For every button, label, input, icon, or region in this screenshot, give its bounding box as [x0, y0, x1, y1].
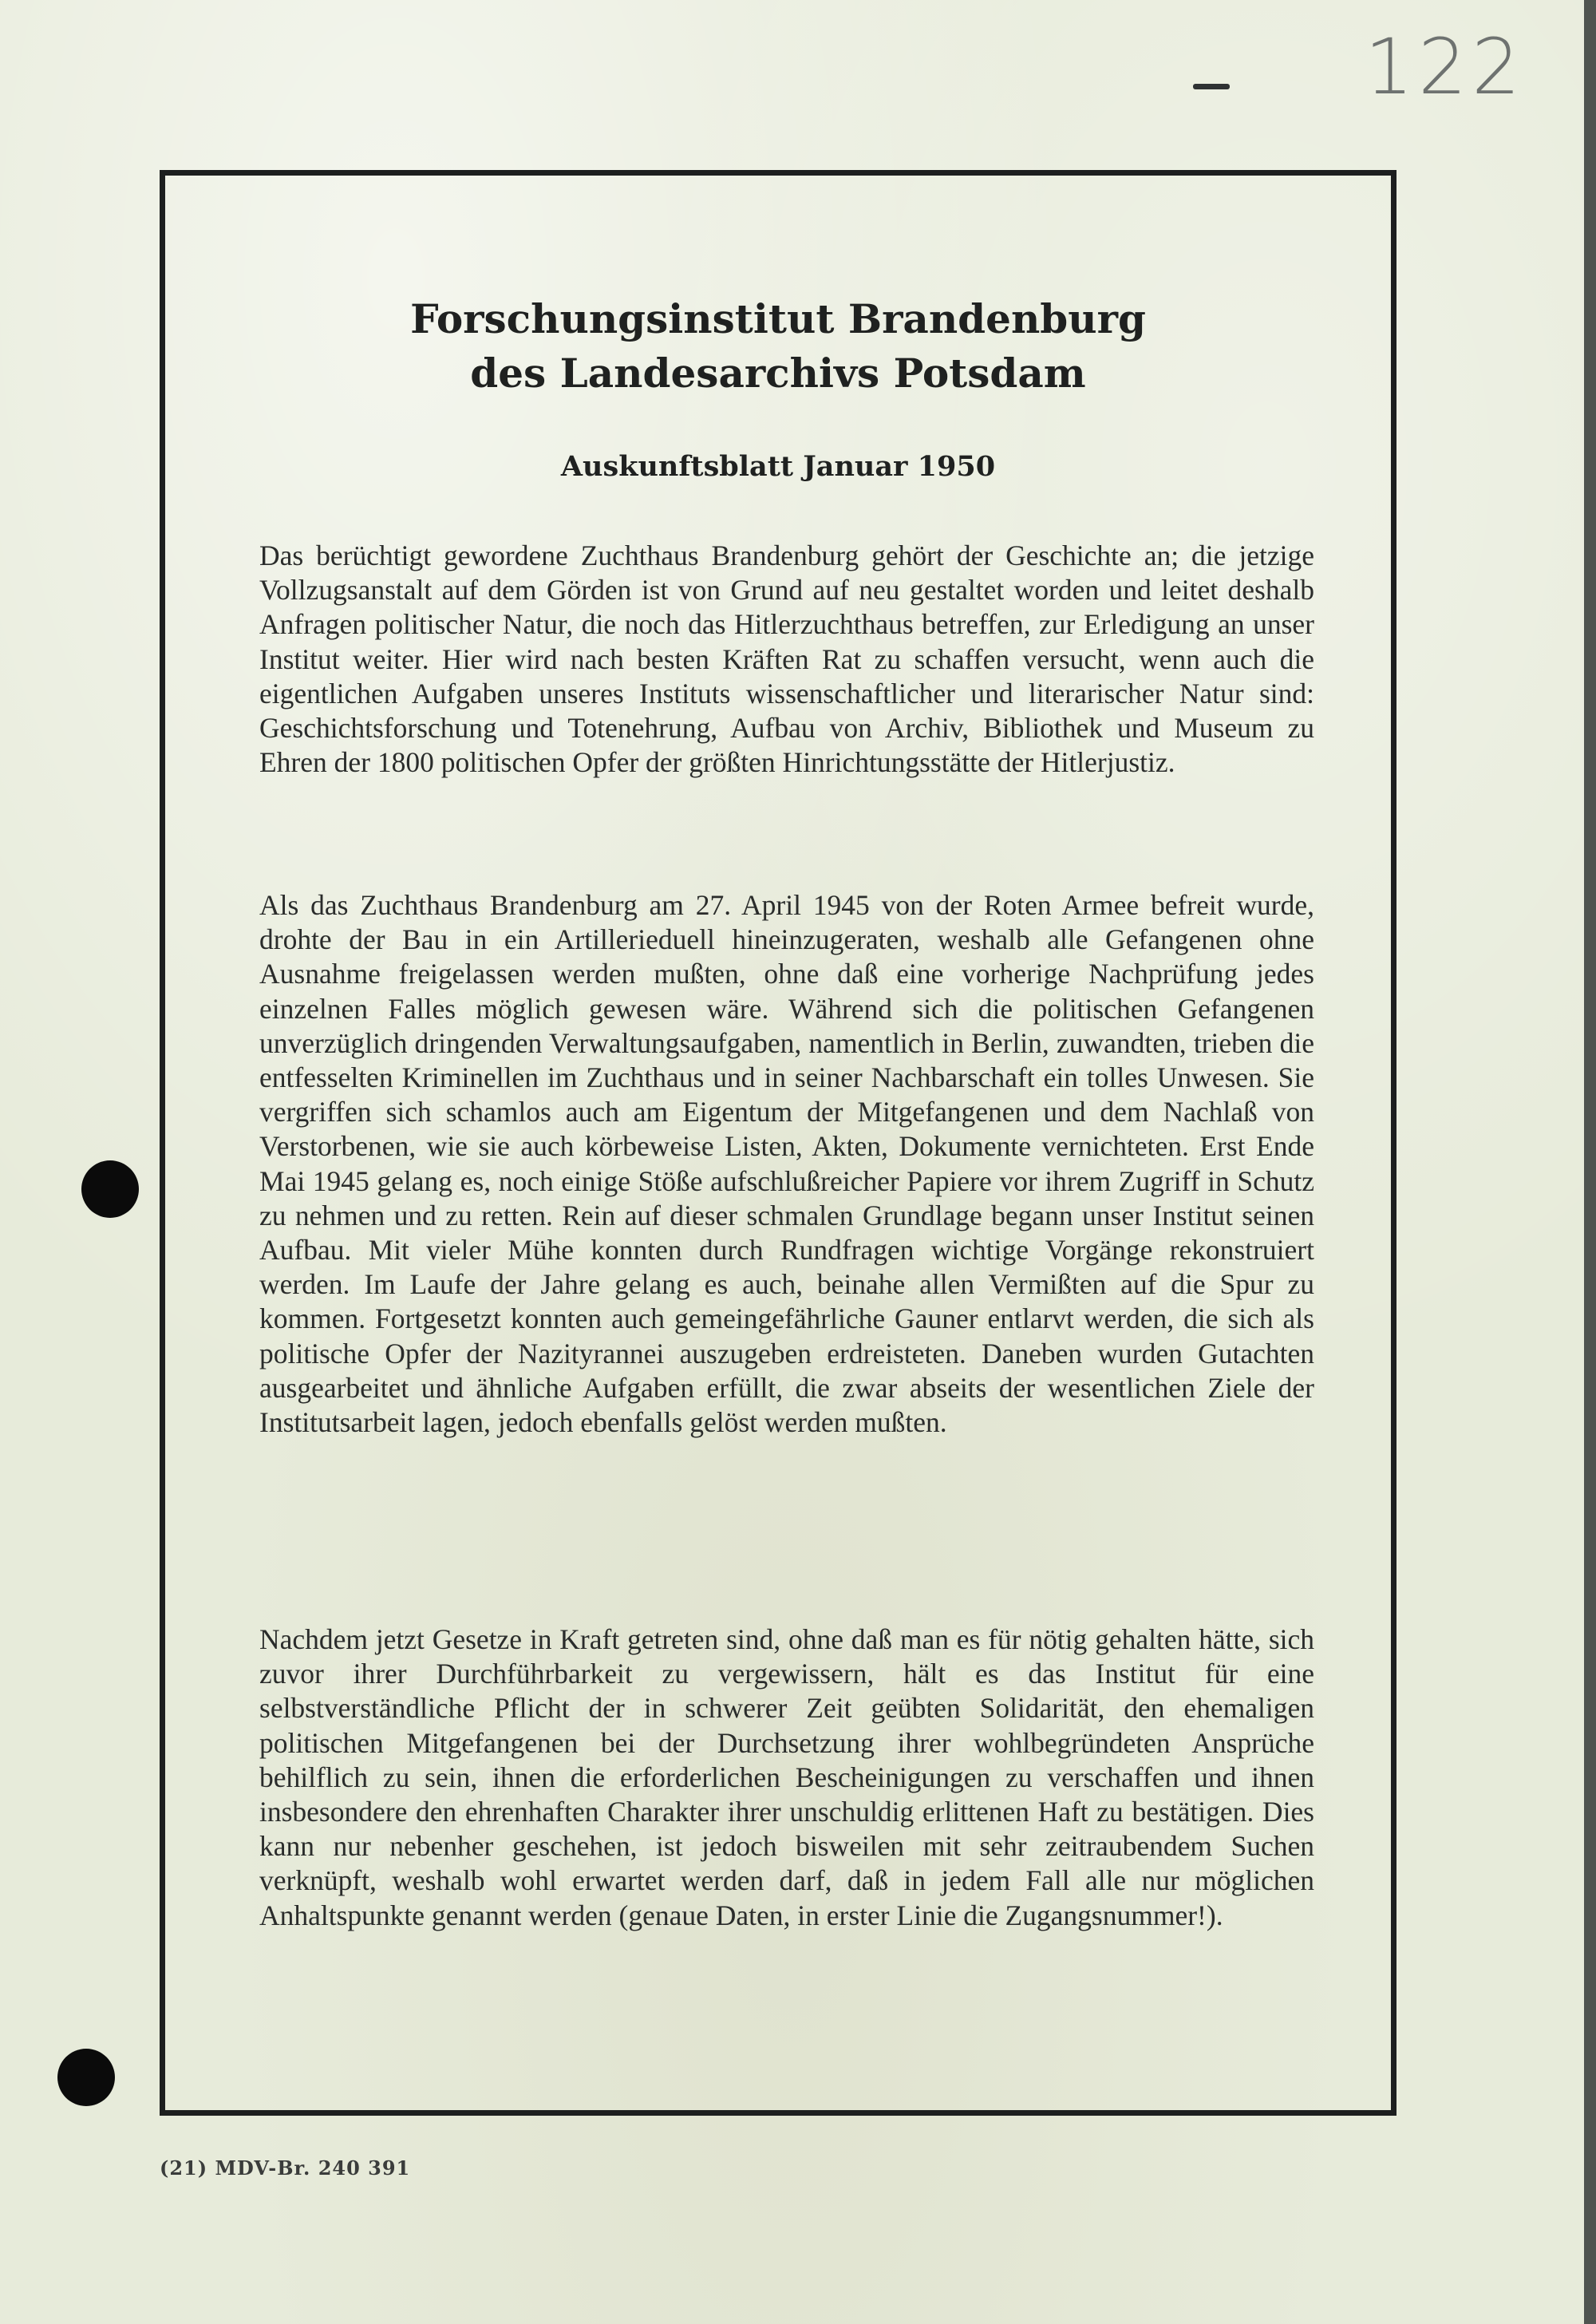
document-title-line1: Forschungsinstitut Brandenburg: [410, 295, 1146, 342]
printer-code: (21) MDV-Br. 240 391: [160, 2156, 411, 2180]
body-paragraph-1: Das berüchtigt gewordene Zuchthaus Brandenburg gehört der Geschichte an; die jetzige Vollzugsanstalt auf dem Görden ist von Grund auf neu gestaltet worden und leitet deshalb Anfragen politischer Natur, die noch das Hitlerzuchthaus betreffen, zur Erledigung an unser Institut weiter. Hier wird nach besten Kräften Rat zu schaffen versucht, wenn auch die eigentlichen Aufgaben unseres Instituts wissenschaftlicher und literarischer Natur sind: Geschichtsforschung und Totenehrung, Aufbau von Archiv, Bibliothek und Museum zu Ehren der 1800 politischen Opfer der größten Hinrichtungsstätte der Hitlerjustiz.: [259, 540, 1314, 779]
document-frame: [160, 170, 1396, 2116]
punch-hole-lower: [57, 2049, 115, 2106]
archive-dash-mark: [1193, 84, 1230, 89]
document-title-line2: des Landesarchivs Potsdam: [470, 350, 1086, 397]
background-edge: [1584, 0, 1596, 2324]
body-paragraph-3: Nachdem jetzt Gesetze in Kraft getreten sind, ohne daß man es für nötig gehalten hätte, sich zuvor ihrer Durchführbarkeit zu vergewissern, hält es das Institut für eine selbstverständliche Pflicht der in schwerer Zeit geübten Solidarität, den ehemaligen politischen Mitgefangenen bei der Durchsetzung ihrer wohlbegründeten Ansprüche behilflich zu sein, ihnen die erforderlichen Bescheinigungen zu verschaffen und ihnen insbesondere den ehrenhaften Charakter ihrer unschuldig erlittenen Haft zu bestätigen. Dies kann nur nebenher geschehen, ist jedoch bisweilen mit sehr zeitraubendem Suchen verknüpft, weshalb wohl erwartet werden darf, daß in jedem Fall alle nur möglichen Anhaltspunkte genannt werden (genaue Daten, in erster Linie die Zugangsnummer!).: [259, 1623, 1314, 1931]
archive-number: 122: [1365, 22, 1526, 112]
document-subtitle: Auskunftsblatt Januar 1950: [560, 450, 996, 483]
punch-hole-upper: [81, 1160, 139, 1218]
body-paragraph-2: Als das Zuchthaus Brandenburg am 27. April 1945 von der Roten Armee befreit wurde, drohte der Bau in ein Artillerieduell hineinzugeraten, weshalb alle Gefangenen ohne Ausnahme freigelassen werden mußten, ohne daß eine vorherige Nachprüfung jedes einzelnen Falles möglich gewesen wäre. Während sich die politischen Gefangenen unverzüglich dringenden Verwaltungsaufgaben, namentlich in Berlin, zuwandten, trieben die entfesselten Kriminellen im Zuchthaus und in seiner Nachbarschaft ein tolles Unwesen. Sie vergriffen sich schamlos auch am Eigentum der Mitgefangenen und dem Nachlaß von Verstorbenen, wie sie auch körbeweise Listen, Akten, Dokumente vernichteten. Erst Ende Mai 1945 gelang es, noch einige Stöße aufschlußreicher Papiere vor ihrem Zugriff in Schutz zu nehmen und zu retten. Rein auf dieser schmalen Grundlage begann unser Institut seinen Aufbau. Mit vieler Mühe konnten durch Rundfragen wichtige Vorgänge rekonstruiert werden. Im Laufe der Jahre gelang es auch, beinahe allen Vermißten auf die Spur zu kommen. Fortgesetzt konnten auch gemeingefährliche Gauner entlarvt werden, die sich als politische Opfer der Nazityrannei auszugeben erdreisteten. Daneben wurden Gutachten ausgearbeitet und ähnliche Aufgaben erfüllt, die zwar abseits der wesentlichen Ziele der Institutsarbeit lagen, jedoch ebenfalls gelöst werden mußten.: [259, 889, 1314, 1439]
